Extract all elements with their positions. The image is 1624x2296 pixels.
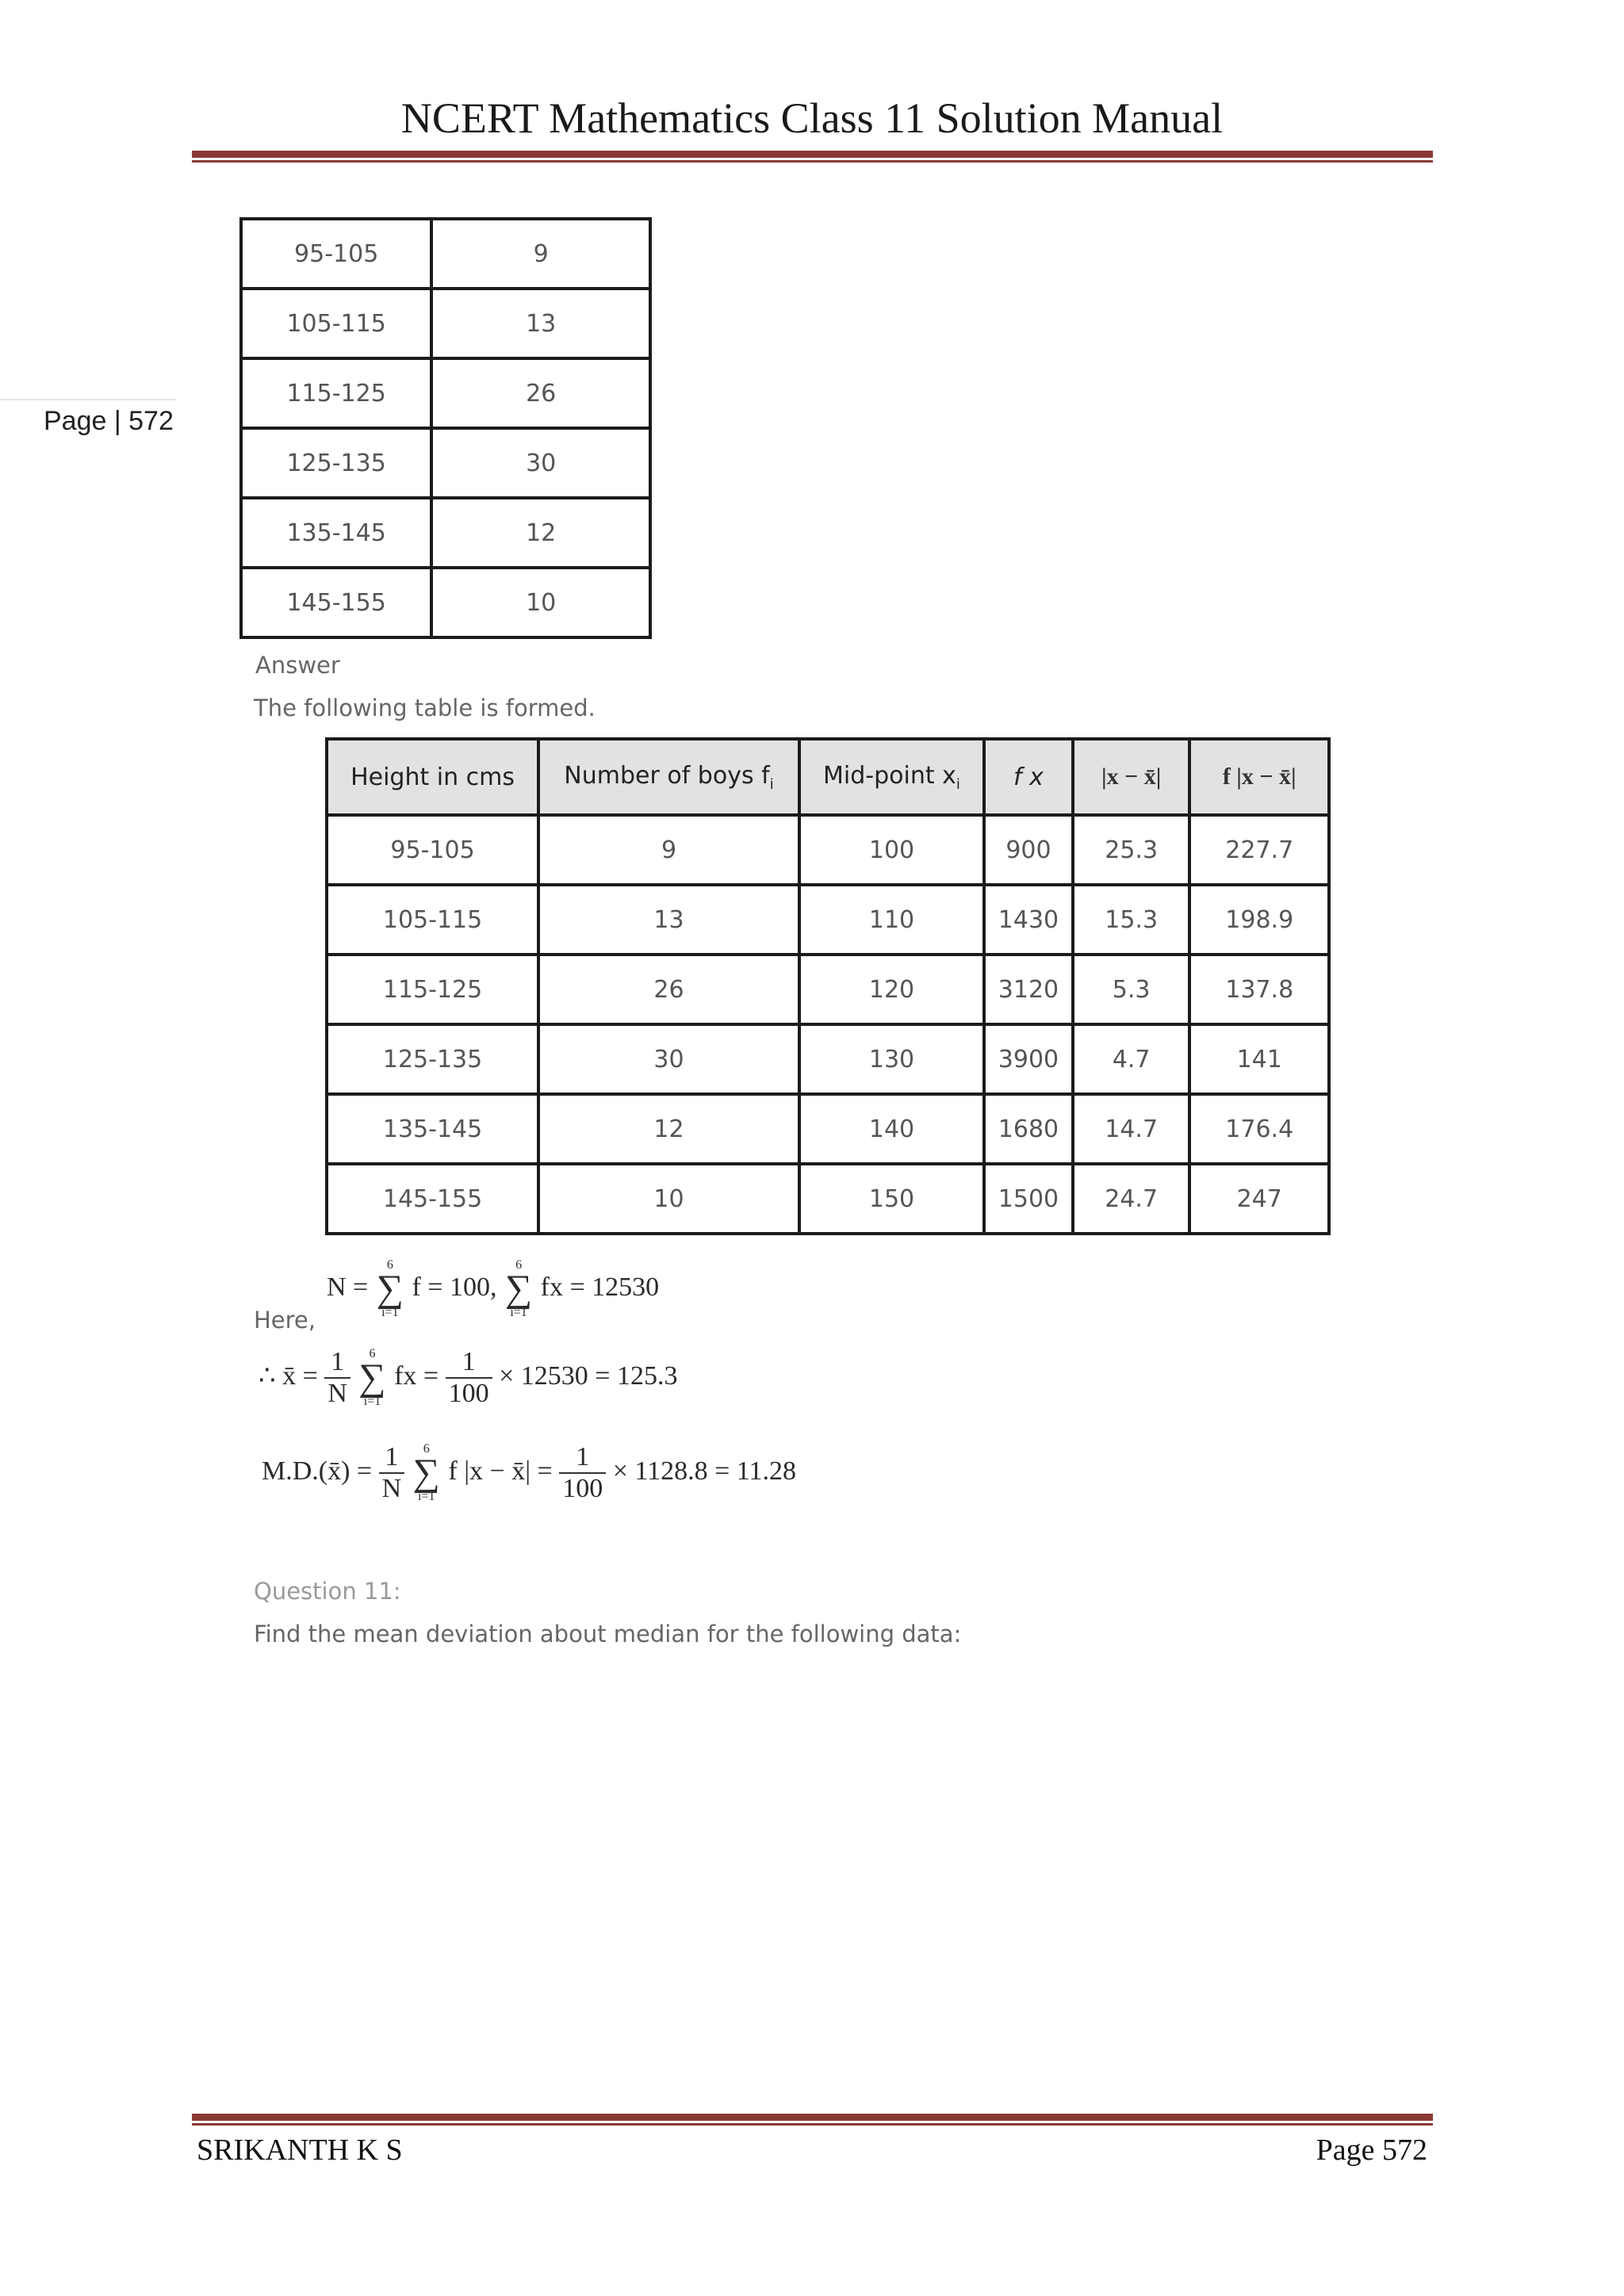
table-cell: 198.9	[1189, 885, 1329, 955]
footer-rule	[192, 2114, 1433, 2126]
table-cell: 150	[799, 1164, 984, 1234]
table-cell: 145-155	[241, 568, 431, 637]
table-cell: 26	[538, 955, 799, 1024]
table-cell: 13	[538, 885, 799, 955]
table-cell: 5.3	[1073, 955, 1190, 1024]
table-row	[327, 955, 1329, 1024]
table-cell: 12	[431, 498, 650, 568]
formula-md: M.D.(x̄) = $\frac{1}{N}$ 6 ∑ i=1 f |x − x̄| = $\frac{1}{100}$ × 1128.8 = 11.28	[262, 1442, 797, 1503]
table-row	[327, 1024, 1329, 1094]
question-text: Find the mean deviation about median for the following data:	[254, 1621, 962, 1647]
table-cell: 105-115	[327, 885, 538, 955]
table-cell: 9	[538, 815, 799, 885]
formula-mean: ∴ x̄ = $\frac{1}{N}$ 6 ∑ i=1 fx = $\frac{1}{100}$ × 12530 = 125.3	[259, 1347, 678, 1408]
table-cell: 110	[799, 885, 984, 955]
table-cell: 25.3	[1073, 815, 1190, 885]
table-cell: 130	[799, 1024, 984, 1094]
header-midpoint: Mid-point $x_i$	[799, 739, 984, 815]
table-cell: 26	[431, 358, 650, 428]
table-cell: 1430	[984, 885, 1073, 955]
table-row	[241, 428, 650, 498]
table-cell: 141	[1189, 1024, 1329, 1094]
table-cell: 135-145	[241, 498, 431, 568]
table-cell: 100	[799, 815, 984, 885]
header-f-abs-dev: f |x − x̄|	[1189, 739, 1329, 815]
table-row	[327, 885, 1329, 955]
table-cell: 900	[984, 815, 1073, 885]
formula-n: N = 6 ∑ i=1 f = 100, 6 ∑ i=1 fx = 12530	[327, 1258, 660, 1319]
answer-intro: The following table is formed.	[254, 695, 596, 721]
table-cell: 15.3	[1073, 885, 1190, 955]
header-boys: Number of boys $f_i$	[538, 739, 799, 815]
question-label: Question 11:	[254, 1578, 401, 1605]
computation-table	[325, 737, 1331, 1235]
table-row	[327, 1164, 1329, 1234]
data-table-continued	[239, 217, 652, 639]
table-cell: 125-135	[241, 428, 431, 498]
table-cell: 24.7	[1073, 1164, 1190, 1234]
table-cell: 247	[1189, 1164, 1329, 1234]
table-cell: 137.8	[1189, 955, 1329, 1024]
table-cell: 9	[431, 219, 650, 289]
answer-label: Answer	[255, 652, 340, 679]
table-cell: 1500	[984, 1164, 1073, 1234]
page-title: NCERT Mathematics Class 11 Solution Manual	[400, 94, 1224, 142]
table-row	[327, 815, 1329, 885]
table-cell: 135-145	[327, 1094, 538, 1164]
footer-page: Page 572	[1316, 2133, 1427, 2167]
header-height: Height in cms	[327, 739, 538, 815]
table-cell: 10	[431, 568, 650, 637]
table-cell: 1680	[984, 1094, 1073, 1164]
table-row	[241, 358, 650, 428]
table-cell: 13	[431, 289, 650, 358]
table-cell: 4.7	[1073, 1024, 1190, 1094]
table-cell: 95-105	[241, 219, 431, 289]
table-cell: 140	[799, 1094, 984, 1164]
table-cell: 12	[538, 1094, 799, 1164]
table-cell: 10	[538, 1164, 799, 1234]
header-rule	[192, 151, 1433, 163]
here-label: Here,	[254, 1307, 316, 1334]
table-cell: 95-105	[327, 815, 538, 885]
table-cell: 3120	[984, 955, 1073, 1024]
table-row	[241, 498, 650, 568]
table-row	[241, 219, 650, 289]
header-fx: f x	[984, 739, 1073, 815]
table-row	[241, 289, 650, 358]
table-cell: 176.4	[1189, 1094, 1329, 1164]
footer-author: SRIKANTH K S	[197, 2133, 403, 2167]
table-cell: 115-125	[241, 358, 431, 428]
table-cell: 3900	[984, 1024, 1073, 1094]
header-abs-dev: |x − x̄|	[1073, 739, 1190, 815]
table-cell: 30	[431, 428, 650, 498]
table-cell: 115-125	[327, 955, 538, 1024]
table-cell: 145-155	[327, 1164, 538, 1234]
table-cell: 125-135	[327, 1024, 538, 1094]
table-cell: 14.7	[1073, 1094, 1190, 1164]
side-page-label: Page | 572	[44, 406, 174, 436]
table-cell: 120	[799, 955, 984, 1024]
table-cell: 227.7	[1189, 815, 1329, 885]
table-row	[241, 568, 650, 637]
table-cell: 30	[538, 1024, 799, 1094]
side-divider	[0, 399, 176, 400]
table-cell: 105-115	[241, 289, 431, 358]
table-row	[327, 1094, 1329, 1164]
